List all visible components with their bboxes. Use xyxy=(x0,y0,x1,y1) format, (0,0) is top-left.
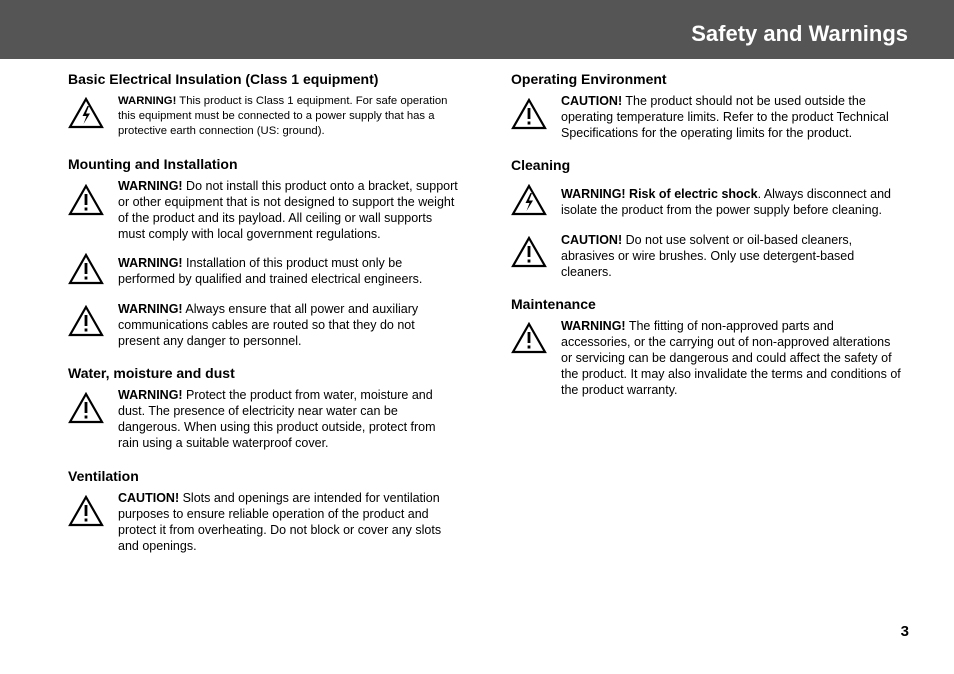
notice-label: WARNING! xyxy=(118,179,183,193)
notice-label: WARNING! xyxy=(118,302,183,316)
electric-shock-warning-icon xyxy=(68,97,104,129)
page-header xyxy=(0,0,954,59)
section-heading-environment: Operating Environment xyxy=(511,71,667,87)
notice-text: Installation of this product must only be performed by qualified and trained electrical engineers. xyxy=(118,256,423,286)
section-heading-insulation: Basic Electrical Insulation (Class 1 equipment) xyxy=(68,71,379,87)
notice-label: WARNING! Risk of electric shock xyxy=(561,187,758,201)
warning-triangle-icon xyxy=(68,184,104,216)
warning-triangle-icon xyxy=(511,98,547,130)
notice-text: . Always disconnect and isolate the product from the power supply before cleaning. xyxy=(561,187,891,217)
notice-label: WARNING! xyxy=(118,95,177,107)
section-heading-ventilation: Ventilation xyxy=(68,468,139,484)
warning-triangle-icon xyxy=(68,392,104,424)
notice-text: This product is Class 1 equipment. For safe operation this equipment must be connected to a power supply that has a protective earth connection (US: ground). xyxy=(118,95,448,137)
warning-triangle-icon xyxy=(68,495,104,527)
notice-label: CAUTION! xyxy=(561,233,623,247)
section-heading-water: Water, moisture and dust xyxy=(68,365,235,381)
notice-label: WARNING! xyxy=(118,388,183,402)
notice-text: Protect the product from water, moisture and dust. The presence of electricity near water can be dangerous. When using this product outside, protect from rain using a suitable waterproof cover. xyxy=(118,388,436,450)
warning-triangle-icon xyxy=(68,305,104,337)
section-heading-cleaning: Cleaning xyxy=(511,157,571,173)
notice-text: The product should not be used outside the operating temperature limits. Refer to the product Technical Specifications for the operating limits for the product. xyxy=(561,94,889,140)
notice-label: CAUTION! xyxy=(561,94,623,108)
electric-shock-warning-icon xyxy=(511,184,547,216)
warning-triangle-icon xyxy=(511,322,547,354)
notice-label: WARNING! xyxy=(118,256,183,270)
notice-text: Do not install this product onto a bracket, support or other equipment that is not designed to support the weight of the product and its payload. All ceiling or wall supports must comply with local government regulations. xyxy=(118,179,458,241)
notice-label: CAUTION! xyxy=(118,491,180,505)
notice-text: Slots and openings are intended for ventilation purposes to ensure reliable operation of the product and protect it from overheating. Do not block or cover any slots and openings. xyxy=(118,491,442,553)
page-number: 3 xyxy=(900,623,909,640)
section-heading-maintenance: Maintenance xyxy=(511,296,596,312)
warning-triangle-icon xyxy=(68,253,104,285)
notice-text: The fitting of non-approved parts and accessories, or the carrying out of non-approved alterations or servicing can be dangerous and could affect the safety of the product. It may also invalidate the terms and conditions of the product warranty. xyxy=(561,319,901,397)
section-heading-mounting: Mounting and Installation xyxy=(68,156,238,172)
warning-triangle-icon xyxy=(511,236,547,268)
notice-text: Always ensure that all power and auxiliary communications cables are routed so that they do not present any danger to personnel. xyxy=(118,302,419,348)
page-title: Safety and Warnings xyxy=(691,21,908,46)
notice-label: WARNING! xyxy=(561,319,626,333)
notice-text: Do not use solvent or oil-based cleaners, abrasives or wire brushes. Only use detergent-based cleaners. xyxy=(561,233,855,279)
